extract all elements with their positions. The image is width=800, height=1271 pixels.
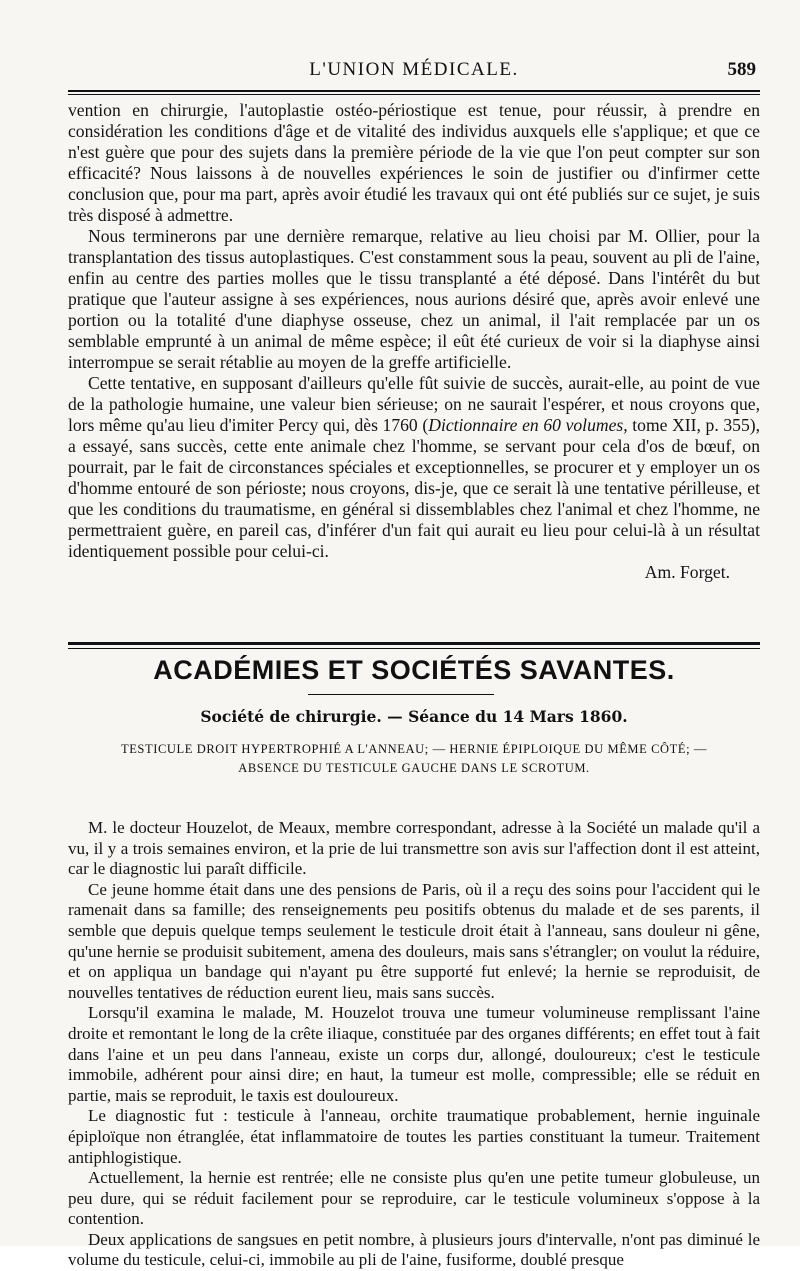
section-divider — [68, 642, 760, 645]
paragraph: M. le docteur Houzelot, de Meaux, membre correspondant, adresse à la Société un malade qu'il a vu, il y a trois semaines environ, et la prie de lui transmettre son avis sur l'affection dont il est atteint, car le diagnostic lui paraît difficile. — [68, 818, 760, 879]
header-rule — [68, 90, 760, 92]
paragraph: Actuellement, la hernie est rentrée; elle ne consiste plus qu'en une petite tumeur globuleuse, un peu dure, qui se réduit facilement pour se reproduire, car le testicule volumineux s'oppose à la contention. — [68, 1168, 760, 1229]
page-header — [68, 55, 760, 85]
paragraph: Nous terminerons par une dernière remarque, relative au lieu choisi par M. Ollier, pour la transplantation des tissus autoplastiques. C'est constamment sous la peau, souvent au pli de l'aine, enfin au centre des parties molles que le tissu transplanté a été déposé. Dans l'intérêt du but pratique que l'auteur assigne à ses expériences, nous aurions désiré que, après avoir enlevé une portion ou la totalité d'une diaphyse osseuse, chez un animal, il l'ait remplacée par un os semblable emprunté à un animal de même espèce; il eût été curieux de voir si la diaphyse ainsi interrompue se serait rétablie au moyen de la greffe artificielle. — [68, 226, 760, 372]
section-divider-thin — [68, 648, 760, 649]
report-subject-line: TESTICULE DROIT HYPERTROPHIÉ A L'ANNEAU; — HERNIE ÉPIPLOIQUE DU MÊME CÔTÉ; — — [120, 742, 708, 756]
paragraph: Lorsqu'il examina le malade, M. Houzelot trouva une tumeur volumineuse remplissant l'aine droite et remontant le long de la crête iliaque, constituée par des organes différents; en effet tout à fait dans l'aine et un peu dans l'anneau, existe un corps dur, allongé, douloureux; c'est le testicule immobile, adhérent pour ainsi dire; en haut, la tumeur est molle, compressible; elle se réduit en partie, mais se reproduit, le taxis est douloureux. — [68, 1003, 760, 1105]
section-title-rule — [308, 694, 494, 695]
paragraph: Ce jeune homme était dans une des pensions de Paris, où il a reçu des soins pour l'accident qui le ramenait dans sa famille; des renseignements peu positifs obtenus du malade et de ses parents, il semble que depuis quelque temps seulement le testicule droit était à l'anneau, sans douleur ni gêne, qu'une hernie se produisit subitement, amena des douleurs, mais sans s'étrangler; on voulut la réduire, et on appliqua un bandage qui n'ayant pu être supporté fut enlevé; la hernie se reproduisit, de nouvelles tentatives de réduction eurent lieu, mais sans succès. — [68, 879, 760, 1002]
paragraph: Le diagnostic fut : testicule à l'anneau, orchite traumatique probablement, hernie inguinale épiploïque non étranglée, état inflammatoire de toutes les parties constituant la tumeur. Traitement antiphlogistique. — [68, 1106, 760, 1167]
report-body — [68, 818, 760, 1271]
page-number: 589 — [727, 59, 756, 80]
section-title: ACADÉMIES ET SOCIÉTÉS SAVANTES. — [153, 655, 675, 685]
paragraph: Deux applications de sangsues en petit nombre, à plusieurs jours d'intervalle, n'ont pas diminué le volume du testicule, celui-ci, immobile au pli de l'aine, fusiforme, doublé presque — [68, 1229, 760, 1270]
article-continuation — [68, 100, 760, 583]
author-signature: Am. Forget. — [644, 562, 730, 582]
paragraph-text: tome XII, p. 355), a essayé, sans succès, cette ente animale chez l'homme, se servant pour cela d'os de bœuf, on pourrait, par le fait de circonstances spéciales et exceptionnelles, se procurer et y employer un os d'homme entouré de son périoste; nous croyons, dis-je, que ce serait là une tentative périlleuse, et que les conditions du traumatisme, en général si dissemblables chez l'animal et chez l'homme, ne permettraient guère, en pareil cas, d'inférer d'un fait qui aurait eu lieu pour celui-là à un résultat identiquement possible pour celui-ci. — [68, 415, 761, 561]
citation-title: Dictionnaire en 60 volumes, — [428, 415, 628, 435]
journal-title: L'UNION MÉDICALE. — [309, 59, 519, 80]
report-subject-line: ABSENCE DU TESTICULE GAUCHE DANS LE SCROTUM. — [238, 761, 590, 775]
report-subject — [68, 740, 760, 778]
society-session-heading: Société de chirurgie. — Séance du 14 Mars 1860. — [200, 707, 628, 726]
header-rule-thin — [68, 94, 760, 95]
paragraph-text: Cette tentative, en supposant d'ailleurs qu'elle fût suivie de succès, aurait-elle, au point de vue de la pathologie humaine, une valeur bien sérieuse; on ne saurait l'espérer, et nous croyons que, lors même qu'au lieu d'imiter Percy qui, dès 1760 ( — [68, 373, 760, 435]
paragraph — [68, 373, 760, 562]
paragraph: vention en chirurgie, l'autoplastie ostéo-périostique est tenue, pour réussir, à prendre en considération les conditions d'âge et de vitalité des individus auxquels elle s'applique; et que ce n'est guère que pour des sujets dans la première période de la vie que l'on peut compter sur son efficacité? Nous laissons à de nouvelles expériences le soin de justifier ou d'infirmer cette conclusion que, pour ma part, après avoir étudié les travaux qui ont été publiés sur ce sujet, je suis très disposé à admettre. — [68, 100, 760, 225]
